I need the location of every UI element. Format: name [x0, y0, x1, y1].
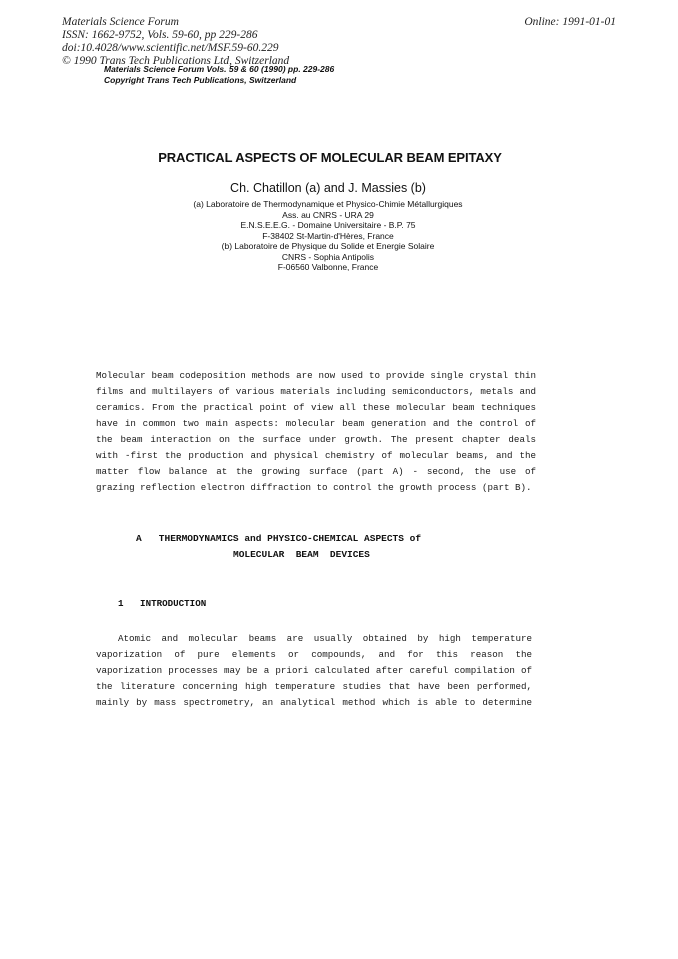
abstract-line: ceramics. From the practical point of view all these molecular beam techniques — [96, 402, 536, 413]
abstract-line: the beam interaction on the surface under growth. The present chapter deals — [96, 434, 536, 445]
abstract-line: have in common two main aspects: molecular beam generation and the control of — [96, 418, 536, 429]
paper-title: PRACTICAL ASPECTS OF MOLECULAR BEAM EPITAXY — [158, 150, 502, 165]
intro-line: Atomic and molecular beams are usually obtained by high temperature — [118, 633, 532, 644]
intro-line: mainly by mass spectrometry, an analytical method which is able to determine — [96, 697, 532, 708]
copyright-line: © 1990 Trans Tech Publications Ltd, Switzerland — [62, 55, 290, 67]
introduction-paragraph — [96, 631, 532, 711]
authors: Ch. Chatillon (a) and J. Massies (b) — [230, 181, 426, 195]
section-a-heading-line: MOLECULAR BEAM DEVICES — [233, 549, 370, 560]
abstract-line: films and multilayers of various materials including semiconductors, metals and — [96, 386, 536, 397]
doi-line: doi:10.4028/www.scientific.net/MSF.59-60.229 — [62, 42, 279, 54]
issn-line: ISSN: 1662-9752, Vols. 59-60, pp 229-286 — [62, 29, 258, 41]
abstract-line: grazing reflection electron diffraction to control the growth process (part B). — [96, 482, 532, 493]
title-block — [0, 150, 678, 273]
subsection-introduction-heading: 1 INTRODUCTION — [118, 598, 207, 609]
intro-line: vaporization of pure elements or compounds, and for this reason the — [96, 649, 532, 660]
affiliation-line: Ass. au CNRS - URA 29 — [282, 209, 374, 220]
publication-metadata — [62, 16, 289, 68]
abstract-line: Molecular beam codeposition methods are now used to provide single crystal thin — [96, 370, 536, 381]
section-a-heading — [96, 531, 536, 563]
abstract — [96, 368, 536, 496]
intro-line: vaporization processes may be a priori calculated after careful compilation of — [96, 665, 532, 676]
abstract-line: with -first the production and physical chemistry of molecular beams, and the — [96, 450, 536, 461]
print-header-copyright: Copyright Trans Tech Publications, Switzerland — [104, 74, 297, 85]
affiliation-line: E.N.S.E.E.G. - Domaine Universitaire - B.P. 75 — [240, 220, 416, 230]
print-header-volume: Materials Science Forum Vols. 59 & 60 (1990) pp. 229-286 — [104, 64, 335, 74]
affiliation-line: (b) Laboratoire de Physique du Solide et Energie Solaire — [221, 241, 435, 251]
affiliation-line: CNRS - Sophia Antipolis — [281, 251, 375, 262]
affiliation-line: (a) Laboratoire de Thermodynamique et Physico-Chimie Métallurgiques — [193, 199, 463, 209]
print-header — [104, 64, 334, 85]
journal-name: Materials Science Forum — [62, 16, 179, 28]
affiliation-line: F-06560 Valbonne, France — [277, 262, 379, 272]
intro-line: the literature concerning high temperature studies that have been performed, — [96, 681, 532, 692]
affiliations — [0, 199, 678, 273]
affiliation-line: F-38402 St-Martin-d'Hères, France — [262, 230, 394, 241]
online-date: Online: 1991-01-01 — [524, 16, 616, 28]
abstract-line: matter flow balance at the growing surface (part A) - second, the use of — [96, 466, 536, 477]
section-a-heading-line: A THERMODYNAMICS and PHYSICO-CHEMICAL ASPECTS of — [136, 533, 422, 544]
